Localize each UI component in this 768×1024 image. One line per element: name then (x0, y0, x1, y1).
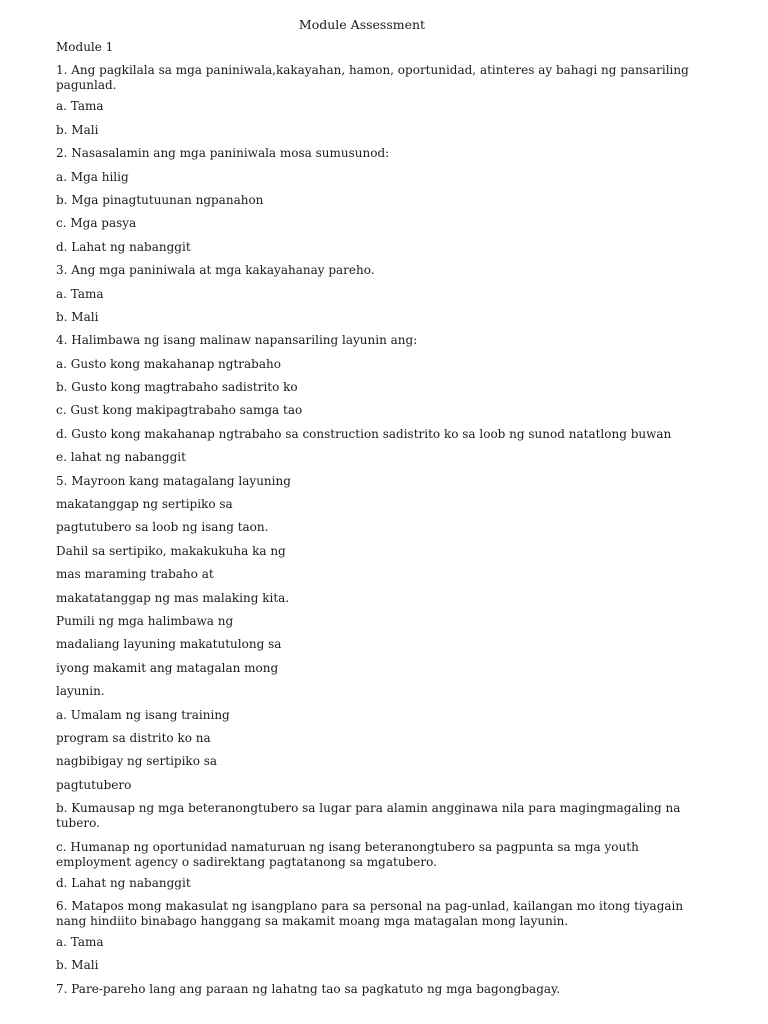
question-5-line: pagtutubero sa loob ng isang taon. (56, 520, 269, 535)
question-4-option-c: c. Gust kong makipagtrabaho samga tao (56, 403, 303, 418)
question-4-option-e: e. lahat ng nabanggit (56, 450, 186, 465)
document-title: Module Assessment (298, 17, 426, 32)
question-3-option-b: b. Mali (56, 309, 99, 324)
question-5-line: makatatanggap ng mas malaking kita. (56, 590, 290, 605)
question-5-option-d: d. Lahat ng nabanggit (56, 875, 191, 890)
question-4: 4. Halimbawa ng isang malinaw napansariling layunin ang: (56, 333, 418, 348)
question-1-option-a: a. Tama (56, 99, 104, 114)
module-heading: Module 1 (56, 40, 114, 54)
question-5-line: madaliang layuning makatutulong sa (56, 637, 282, 652)
question-2-option-c: c. Mga pasya (56, 216, 137, 231)
question-2-option-a: a. Mga hilig (56, 169, 129, 184)
question-1: 1. Ang pagkilala sa mga paniniwala,kakayahan, hamon, oportunidad, atinteres ay bahagi ng pansariling pagunlad. (56, 63, 689, 93)
question-5-option-a-line: program sa distrito ko na (56, 730, 211, 745)
question-3: 3. Ang mga paniniwala at mga kakayahanay pareho. (56, 263, 375, 278)
question-5-option-a-line: pagtutubero (56, 777, 132, 792)
question-5-option-a-line: a. Umalam ng isang training (56, 707, 230, 722)
question-7: 7. Pare-pareho lang ang paraan ng lahatng tao sa pagkatuto ng mga bagongbagay. (56, 981, 561, 996)
question-2-option-b: b. Mga pinagtutuunan ngpanahon (56, 192, 264, 207)
question-5-line: Dahil sa sertipiko, makakukuha ka ng (56, 543, 286, 558)
question-5-line: makatanggap ng sertipiko sa (56, 497, 233, 512)
question-4-option-a: a. Gusto kong makahanap ngtrabaho (56, 356, 281, 371)
question-5-line: iyong makamit ang matagalan mong (56, 660, 279, 675)
question-2: 2. Nasasalamin ang mga paniniwala mosa sumusunod: (56, 146, 390, 161)
question-5-line: layunin. (56, 684, 105, 699)
question-1-option-b: b. Mali (56, 122, 99, 137)
question-6-option-a: a. Tama (56, 934, 104, 949)
assessment-content (56, 40, 716, 1005)
question-6: 6. Matapos mong makasulat ng isangplano para sa personal na pag-unlad, kailangan mo itong tiyagain nang hindiito binabago hanggang sa makamit moang mga matagalan mong layunin. (56, 898, 684, 928)
question-2-option-d: d. Lahat ng nabanggit (56, 239, 191, 254)
question-5-option-b: b. Kumausap ng mga beteranongtubero sa lugar para alamin angginawa nila para magingmagaling na tubero. (56, 801, 681, 831)
question-5-option-a-line: nagbibigay ng sertipiko sa (56, 754, 218, 769)
question-4-option-b: b. Gusto kong magtrabaho sadistrito ko (56, 380, 298, 395)
question-6-option-b: b. Mali (56, 958, 99, 973)
question-5-line: Pumili ng mga halimbawa ng (56, 613, 234, 628)
question-5-line: mas maraming trabaho at (56, 567, 214, 582)
question-4-option-d: d. Gusto kong makahanap ngtrabaho sa construction sadistrito ko sa loob ng sunod natatlong buwan (56, 426, 672, 441)
question-5-option-c: c. Humanap ng oportunidad namaturuan ng isang beteranongtubero sa pagpunta sa mga youth employment agency o sadirektang pagtatanong sa mgatubero. (56, 839, 639, 869)
question-5-line: 5. Mayroon kang matagalang layuning (56, 473, 291, 488)
question-3-option-a: a. Tama (56, 286, 104, 301)
